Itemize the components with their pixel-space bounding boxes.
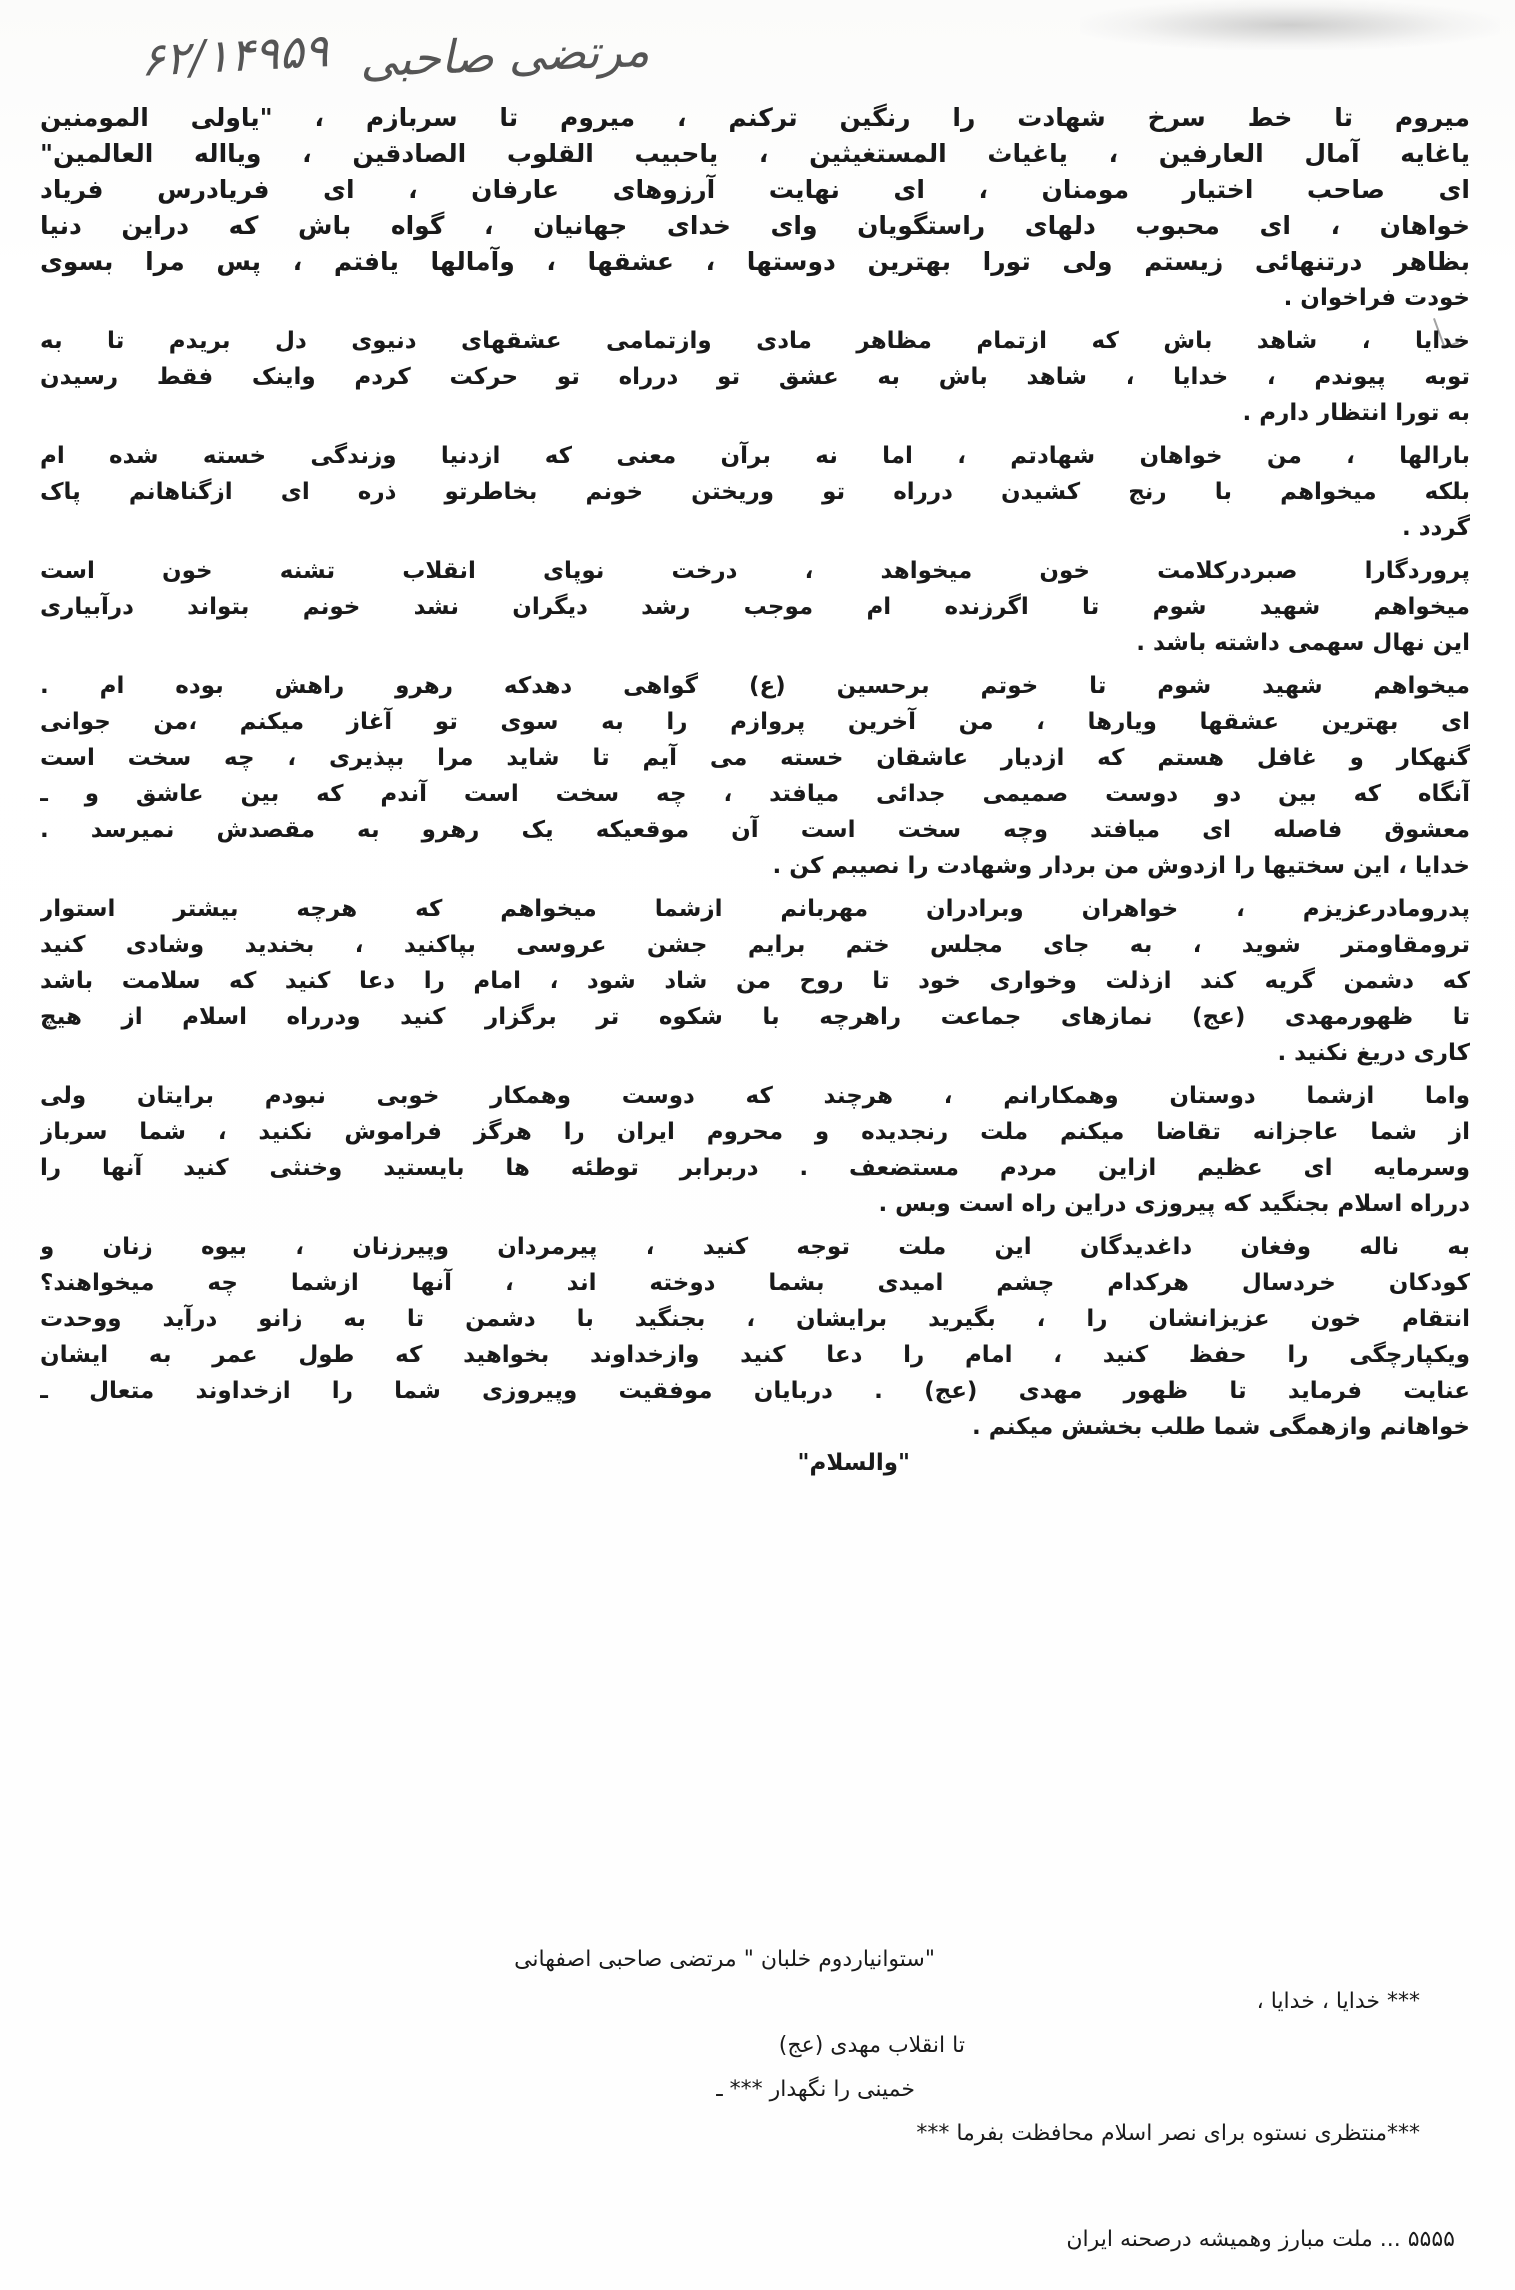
body-line: عنایت فرماید تا ظهور مهدی (عج) . دربایان موفقیت وپیروزی شما را ازخداوند متعال ـ bbox=[40, 1378, 1470, 1404]
body-line: پدرومادرعزیزم ، خواهران وبرادران مهربانم ازشما میخواهم که هرچه بیشتر استوار bbox=[40, 896, 1470, 922]
handwritten-name: مرتضی صاحبی bbox=[359, 22, 651, 88]
footer-line: ۵۵۵۵ ... ملت مبارز وهمیشه درصحنه ایران bbox=[1066, 2227, 1455, 2252]
slogan-line: ***منتظری نستوه برای نصر اسلام محافظت بفرما *** bbox=[916, 2121, 1420, 2146]
handwritten-number: ۶۲/۱۴۹۵۹ bbox=[138, 23, 330, 87]
body-line: به تورا انتظار دارم . bbox=[1242, 400, 1470, 426]
body-line: معشوق فاصله ای میافتد وچه سخت است آن موقعیکه یک رهرو به مقصدش نمیرسد . bbox=[40, 817, 1470, 843]
slogan-line: *** خدایا ، خدایا ، bbox=[1256, 1989, 1420, 2014]
body-line: گردد . bbox=[1401, 515, 1470, 541]
scan-smudge bbox=[1080, 0, 1500, 50]
body-line: میخواهم شهید شوم تا اگرزنده ام موجب رشد دیگران نشد خونم بتواند درآبیاری bbox=[40, 594, 1470, 620]
body-line: میخواهم شهید شوم تا خوتم برحسین (ع) گواهی دهدکه رهرو راهش بوده ام . bbox=[40, 673, 1470, 699]
body-line: ای صاحب اختیار مومنان ، ای نهایت آرزوهای عارفان ، ای فریادرس فریاد bbox=[40, 175, 1470, 204]
body-line-salutation: "والسلام" bbox=[797, 1450, 910, 1476]
body-line: خواهان ، ای محبوب دلهای راستگویان وای خدای جهانیان ، گواه باش که دراین دنیا bbox=[40, 211, 1470, 240]
body-line: خواهانم وازهمگی شما طلب بخشش میکنم . bbox=[972, 1414, 1470, 1440]
body-line: تا ظهورمهدی (عج) نمازهای جماعت راهرچه با شکوه تر برگزار کنید ودرراه اسلام از هیچ bbox=[40, 1004, 1470, 1030]
body-line: این نهال سهمی داشته باشد . bbox=[1136, 630, 1470, 656]
body-line: خودت فراخوان . bbox=[1283, 285, 1470, 311]
body-line: به ناله وفغان داغدیدگان این ملت توجه کنید ، پیرمردان وپیرزنان ، بیوه زنان و bbox=[40, 1234, 1470, 1260]
body-line: ترومقاومتر شوید ، به جای مجلس ختم برایم جشن عروسی بپاکنید ، بخندید وشادی کنید bbox=[40, 932, 1470, 958]
slogan-line: خمینی را نگهدار *** ـ bbox=[716, 2077, 915, 2102]
body-line: پروردگارا صبردرکلامت خون میخواهد ، درخت نوپای انقلاب تشنه خون است bbox=[40, 558, 1470, 584]
body-line: بلکه میخواهم با رنج کشیدن درراه تو وریختن خونم بخاطرتو ذره ای ازگناهانم پاک bbox=[40, 479, 1470, 505]
slogan-line: تا انقلاب مهدی (عج) bbox=[778, 2033, 965, 2058]
letter-body bbox=[40, 100, 1470, 1481]
body-line: ویکپارچگی را حفظ کنید ، امام را دعا کنید وازخداوند بخواهید که طول عمر به ایشان bbox=[40, 1342, 1470, 1368]
body-line: بظاهر درتنهائی زیستم ولی تورا بهترین دوستها ، عشقها ، وآمالها یافتم ، پس مرا بسوی bbox=[40, 247, 1470, 276]
body-line: خدایا ، شاهد باش که ازتمام مظاهر مادی وازتمامی عشقهای دنیوی دل بریدم تا به bbox=[40, 328, 1470, 354]
body-line: که دشمن گریه کند ازذلت وخواری خود تا روح من شاد شود ، امام را دعا کنید که سلامت باشد bbox=[40, 968, 1470, 994]
body-line: انتقام خون عزیزانشان را ، بگیرید برایشان ، بجنگید با دشمن تا به زانو درآید ووحدت bbox=[40, 1306, 1470, 1332]
body-line: ای بهترین عشقها ویارها ، من آخرین پروازم را به سوی تو آغاز میکنم ،من جوانی bbox=[40, 709, 1470, 735]
body-line: درراه اسلام بجنگید که پیروزی دراین راه است وبس . bbox=[878, 1191, 1470, 1217]
body-line: وسرمایه ای عظیم ازاین مردم مستضعف . دربرابر توطئه ها بایستید وخنثی کنید آنها را bbox=[40, 1155, 1470, 1181]
body-line: یاغایه آمال العارفین ، یاغیاث المستغیثین ، یاحبیب القلوب الصادقین ، ویااله العالمین" bbox=[40, 139, 1470, 168]
body-line: کاری دریغ نکنید . bbox=[1277, 1040, 1470, 1066]
body-line: توبه پیوندم ، خدایا ، شاهد باش به عشق تو درراه تو حرکت کردم واینک فقط رسیدن bbox=[40, 364, 1470, 390]
body-line: گنهکار و غافل هستم که ازدیار عاشقان خسته می آیم تا شاید مرا بپذیری ، چه سخت است bbox=[40, 745, 1470, 771]
body-line: واما ازشما دوستان وهمکارانم ، هرچند که دوست وهمکار خوبی نبودم برایتان ولی bbox=[40, 1083, 1470, 1109]
body-line: از شما عاجزانه تقاضا میکنم ملت رنجدیده و محروم ایران را هرگز فراموش نکنید ، شما سرباز bbox=[40, 1119, 1470, 1145]
body-line: آنگاه که بین دو دوست صمیمی جدائی میافتد ، چه سخت است آندم که بین عاشق و ـ bbox=[40, 781, 1470, 807]
body-line: خدایا ، این سختیها را ازدوش من بردار وشهادت را نصیبم کن . bbox=[772, 853, 1470, 879]
signature-line: "ستوانیاردوم خلبان " مرتضی صاحبی اصفهانی bbox=[514, 1947, 935, 1972]
body-line: کودکان خردسال هرکدام چشم امیدی بشما دوخته اند ، آنها ازشما چه میخواهند؟ bbox=[40, 1270, 1470, 1296]
body-line: بارالها ، من خواهان شهادتم ، اما نه برآن معنی که ازدنیا وزندگی خسته شده ام bbox=[40, 443, 1470, 469]
body-line: میروم تا خط سرخ شهادت را رنگین ترکنم ، میروم تا سربازم ، "یاولی المومنین bbox=[40, 103, 1470, 132]
